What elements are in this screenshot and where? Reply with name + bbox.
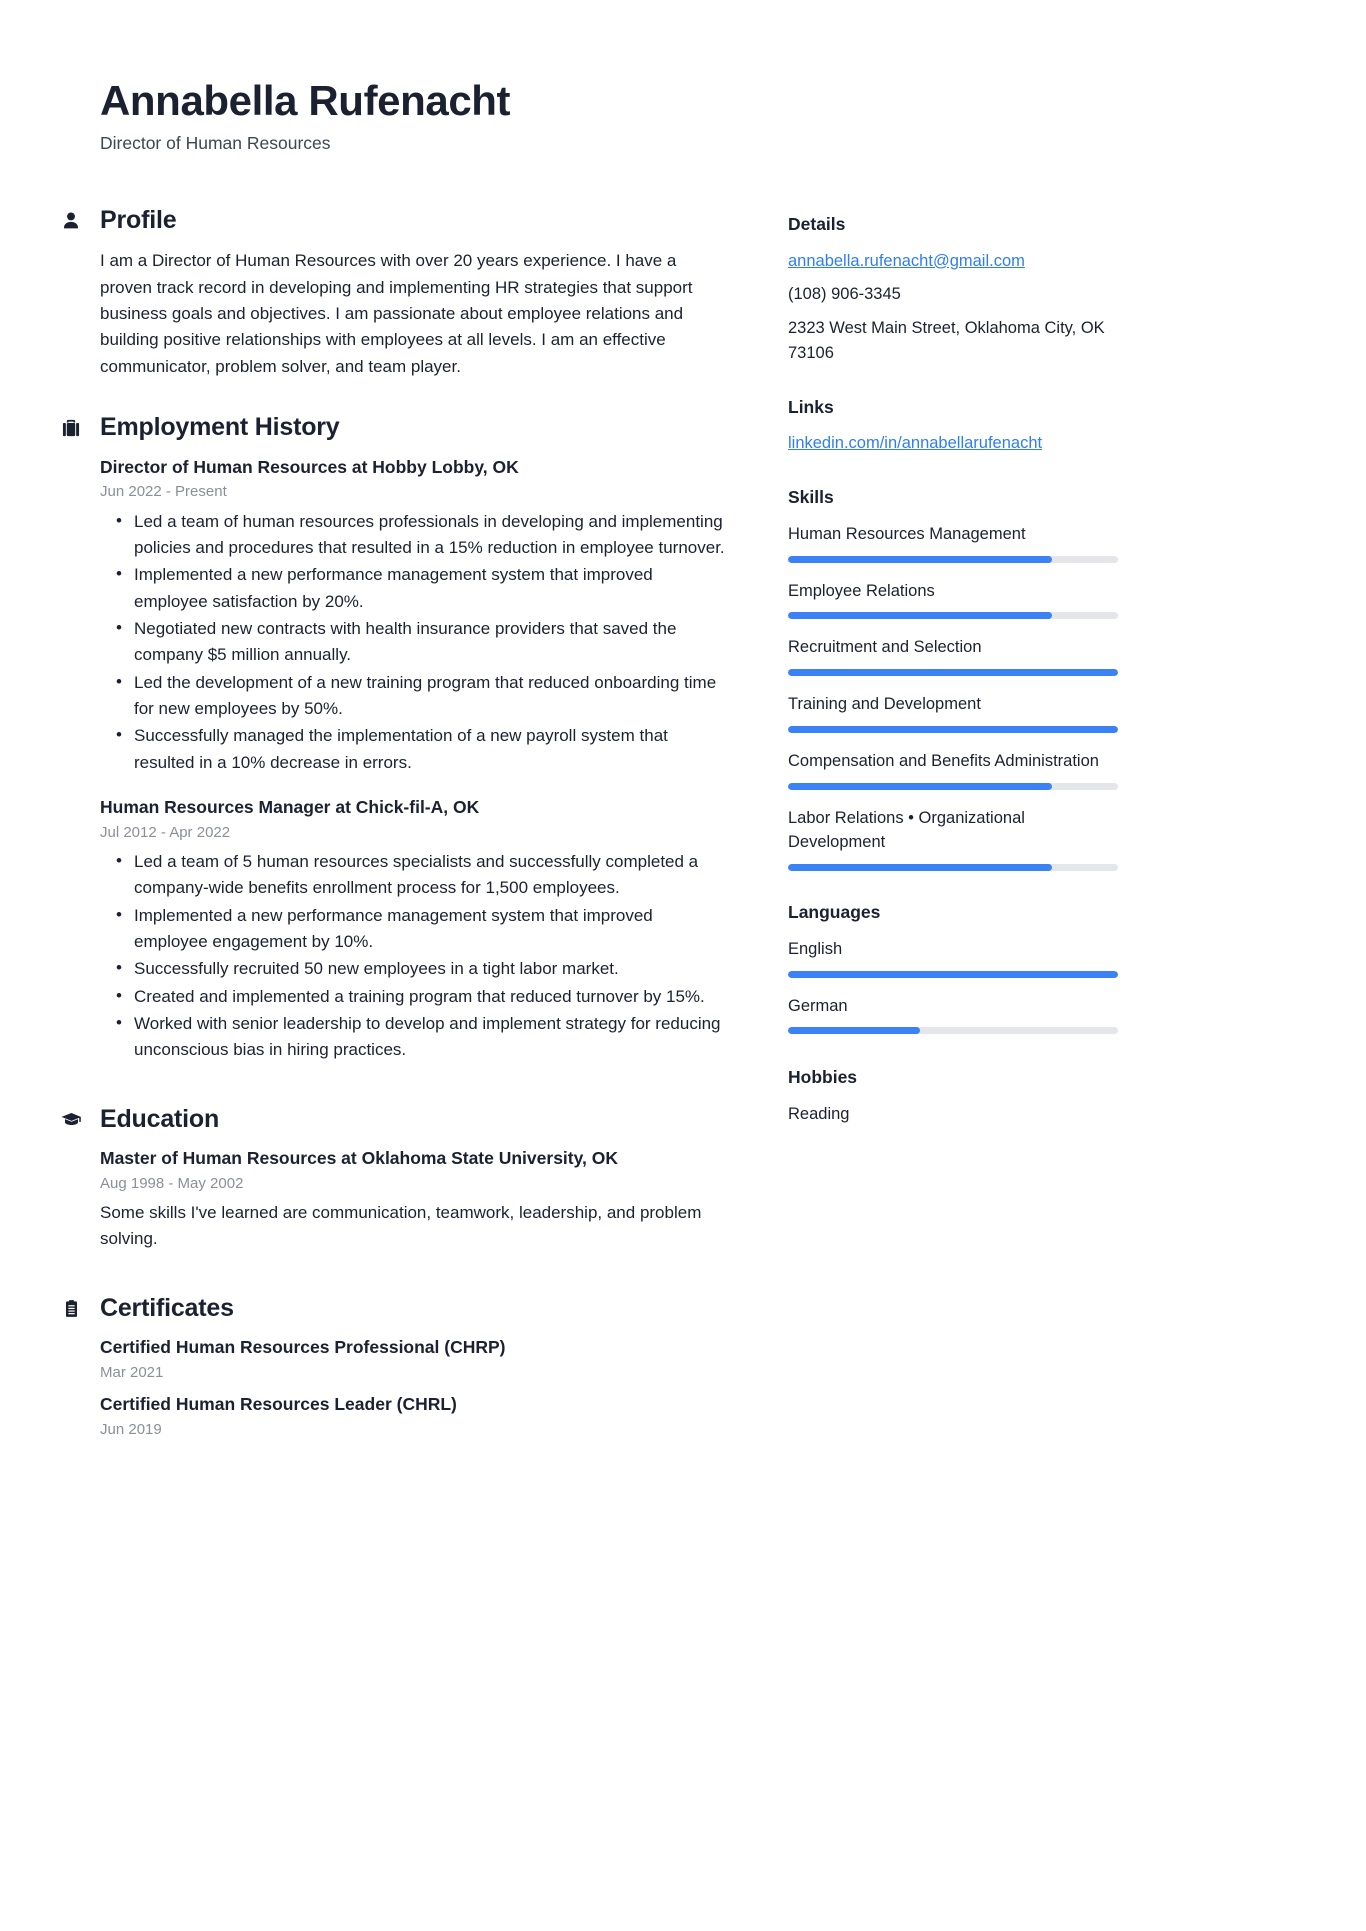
- section-title-profile: Profile: [100, 205, 177, 234]
- employment-entry: [100, 456, 730, 776]
- sidebar-hobbies: [788, 1066, 1118, 1127]
- list-item: • Led a team of human resources professionals in developing and implementing policies and procedures that resulted in a 15% reduction in employee turnover.: [100, 509, 730, 562]
- list-item: • Created and implemented a training program that reduced turnover by 15%.: [100, 984, 730, 1010]
- list-item: • Led the development of a new training program that reduced onboarding time for new employees by 50%.: [100, 670, 730, 723]
- certificate-entry-title: Certified Human Resources Professional (CHRP): [100, 1337, 506, 1358]
- sidebar-title-skills: Skills: [788, 487, 834, 508]
- list-item: • Implemented a new performance management system that improved employee engagement by 10%.: [100, 903, 730, 956]
- skill-bar-fill: [788, 783, 1052, 790]
- certificate-entry-date: Jun 2019: [100, 1420, 162, 1438]
- sidebar-links: [788, 396, 1118, 457]
- section-title-education: Education: [100, 1104, 220, 1133]
- skill-row: [788, 635, 1118, 676]
- skill-bar-track: [788, 669, 1118, 676]
- language-bar-track: [788, 971, 1118, 978]
- clipboard-icon: [58, 1295, 84, 1321]
- list-item: • Implemented a new performance management system that improved employee satisfaction by 20%.: [100, 562, 730, 615]
- list-item: • Worked with senior leadership to develop and implement strategy for reducing unconscious bias in hiring practices.: [100, 1011, 730, 1064]
- list-item: • Successfully managed the implementation of a new payroll system that resulted in a 10% decrease in errors.: [100, 723, 730, 776]
- certificate-entry: [100, 1336, 730, 1383]
- language-bar-fill: [788, 971, 1118, 978]
- hobbies-text: Reading: [788, 1105, 850, 1124]
- section-header-profile: [58, 207, 730, 235]
- graduation-cap-icon: [58, 1106, 84, 1132]
- skill-bar-track: [788, 612, 1118, 619]
- skill-bar-fill: [788, 612, 1052, 619]
- sidebar-title-languages: Languages: [788, 902, 881, 923]
- education-entry-date: Aug 1998 - May 2002: [100, 1174, 244, 1192]
- skill-label: Recruitment and Selection: [788, 638, 982, 657]
- phone-text: (108) 906-3345: [788, 285, 901, 304]
- skill-label: Training and Development: [788, 695, 981, 714]
- employment-entry-bullets: [100, 849, 730, 1064]
- skill-row: [788, 579, 1118, 620]
- education-entry-description: Some skills I've learned are communication, teamwork, leadership, and problem solving.: [100, 1202, 702, 1249]
- employment-entry-bullets: [100, 509, 730, 776]
- sidebar-details: [788, 213, 1118, 366]
- employment-entry: [100, 796, 730, 1064]
- section-header-certificates: [58, 1295, 730, 1323]
- skill-bar-fill: [788, 669, 1118, 676]
- skill-label: Human Resources Management: [788, 524, 1026, 543]
- main-column: [100, 207, 730, 1474]
- sidebar-title-hobbies: Hobbies: [788, 1067, 858, 1088]
- section-education: [100, 1106, 730, 1253]
- skill-bar-fill: [788, 726, 1118, 733]
- skill-bar-track: [788, 726, 1118, 733]
- section-profile: [100, 207, 730, 380]
- sidebar-languages: [788, 901, 1118, 1034]
- skill-bar-track: [788, 556, 1118, 563]
- skill-bar-track: [788, 864, 1118, 871]
- section-header-employment: [58, 414, 730, 442]
- skill-bar-fill: [788, 864, 1052, 871]
- section-certificates: [100, 1295, 730, 1440]
- language-row: [788, 937, 1118, 978]
- language-bar-fill: [788, 1027, 920, 1034]
- employment-entry-date: Jul 2012 - Apr 2022: [100, 823, 231, 841]
- section-header-education: [58, 1106, 730, 1134]
- sidebar-title-details: Details: [788, 213, 846, 234]
- employment-entry-date: Jun 2022 - Present: [100, 483, 227, 501]
- list-item: • Successfully recruited 50 new employees in a tight labor market.: [100, 956, 730, 982]
- briefcase-icon: [58, 415, 84, 441]
- sidebar-skills: [788, 486, 1118, 871]
- section-title-employment: Employment History: [100, 413, 340, 442]
- skill-row: [788, 806, 1118, 872]
- resume-body: [100, 207, 1270, 1474]
- certificate-entry: [100, 1393, 730, 1440]
- skill-label: Labor Relations • Organizational Development: [788, 808, 1025, 852]
- linkedin-link[interactable]: linkedin.com/in/annabellarufenacht: [788, 434, 1043, 453]
- list-item: • Led a team of 5 human resources specialists and successfully completed a company-wide benefits enrollment process for 1,500 employees.: [100, 849, 730, 902]
- resume-header: [100, 78, 1270, 155]
- sidebar-title-links: Links: [788, 396, 834, 417]
- profile-text: I am a Director of Human Resources with over 20 years experience. I have a proven track record in developing and implementing HR strategies that support business goals and objectives. I am passionate about employee relations and building positive relationships with employees at all levels. I am an effective communicator, problem solver, and team player.: [100, 251, 693, 376]
- language-label: English: [788, 939, 843, 958]
- skill-row: [788, 749, 1118, 790]
- education-entry-title: Master of Human Resources at Oklahoma State University, OK: [100, 1148, 619, 1169]
- skill-bar-fill: [788, 556, 1052, 563]
- skill-row: [788, 692, 1118, 733]
- language-label: German: [788, 996, 848, 1015]
- person-icon: [58, 208, 84, 234]
- address-text: 2323 West Main Street, Oklahoma City, OK 73106: [788, 319, 1105, 362]
- section-title-certificates: Certificates: [100, 1293, 234, 1322]
- list-item: • Negotiated new contracts with health insurance providers that saved the company $5 million annually.: [100, 616, 730, 669]
- skill-label: Compensation and Benefits Administration: [788, 751, 1099, 770]
- email-link[interactable]: annabella.rufenacht@gmail.com: [788, 251, 1025, 270]
- employment-entry-title: Human Resources Manager at Chick-fil-A, OK: [100, 796, 480, 817]
- skill-bar-track: [788, 783, 1118, 790]
- language-row: [788, 994, 1118, 1035]
- candidate-job-title: Director of Human Resources: [100, 133, 331, 154]
- skill-label: Employee Relations: [788, 581, 935, 600]
- sidebar: [788, 207, 1118, 1153]
- education-entry: [100, 1147, 730, 1253]
- language-bar-track: [788, 1027, 1118, 1034]
- certificate-entry-title: Certified Human Resources Leader (CHRL): [100, 1394, 457, 1415]
- certificate-entry-date: Mar 2021: [100, 1363, 164, 1381]
- section-employment-history: [100, 414, 730, 1063]
- employment-entry-title: Director of Human Resources at Hobby Lobby, OK: [100, 456, 519, 477]
- candidate-name: Annabella Rufenacht: [100, 77, 511, 124]
- skill-row: [788, 522, 1118, 563]
